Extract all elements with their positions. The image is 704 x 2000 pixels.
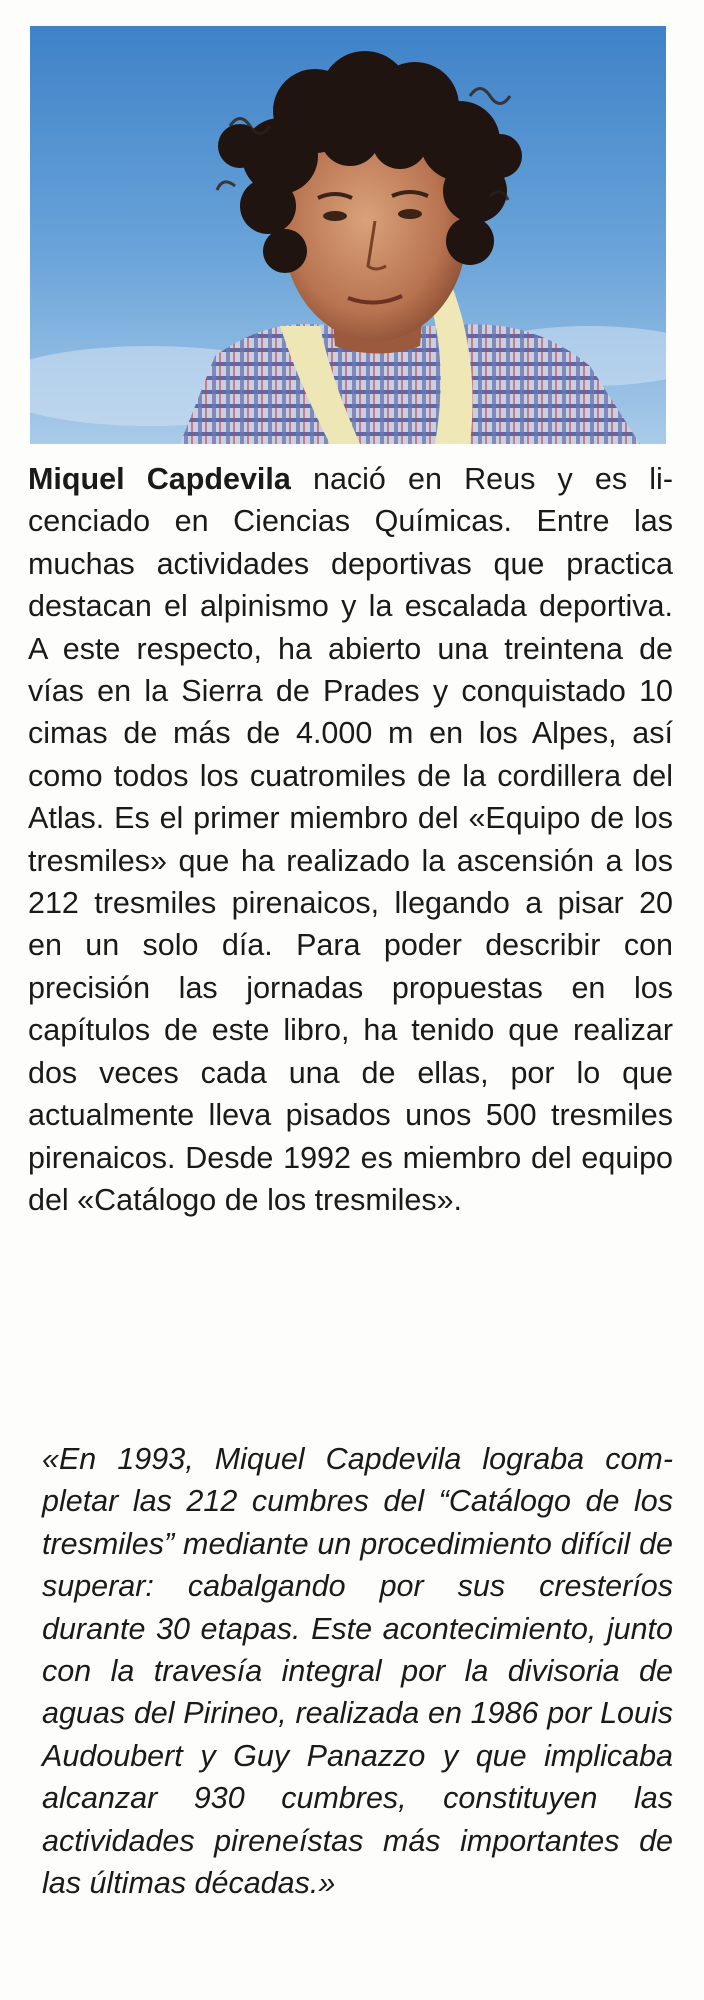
author-portrait-photo: [30, 26, 666, 444]
biography-text: nació en Reus y es licenciado en Ciencias Químicas. Entre las muchas actividades deportivas que practica destacan el alpinismo y la escalada deportiva. A este respecto, ha abierto una treintena de vías en la Sierra de Prades y conquistado 10 cimas de más de 4.000 m en los Alpes, así como todos los cuatromiles de la cordillera del Atlas. Es el primer miembro del «Equipo de los tresmiles» que ha realizado la ascensión a los 212 tresmiles pirenaicos, llegando a pisar 20 en un solo día. Para poder describir con precisión las jornadas propuestas en los capítulos de este libro, ha tenido que realizar dos veces cada una de ellas, por lo que actualmente lleva pisados unos 500 tresmiles pirenaicos. Desde 1992 es miembro del equipo del «Catálogo de los tresmiles».: [28, 462, 673, 1217]
author-biography: [28, 458, 673, 1221]
author-name: Miquel Capdevila: [28, 462, 291, 496]
highlight-quote: «En 1993, Miquel Capdevila lograba completar las 212 cumbres del “Catálogo de los tresmiles” mediante un procedimiento difícil de superar: cabalgando por sus cresteríos durante 30 etapas. Este acontecimiento, junto con la travesía integral por la divisoria de aguas del Pirineo, realizada en 1986 por Louis Audoubert y Guy Panazzo y que implicaba alcanzar 930 cumbres, constituyen las actividades pireneístas más importantes de las últimas décadas.»: [42, 1442, 673, 1901]
